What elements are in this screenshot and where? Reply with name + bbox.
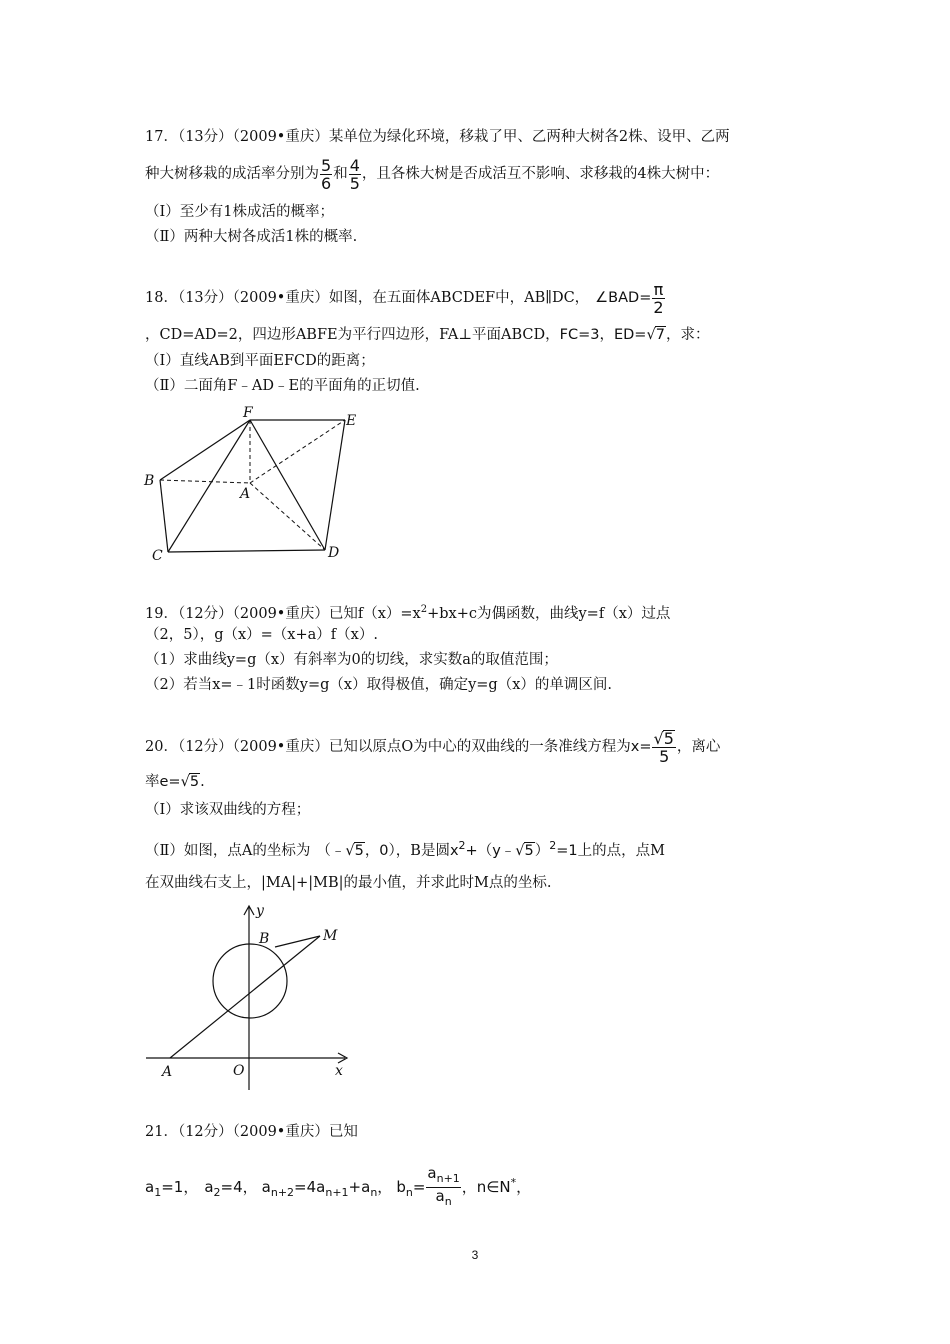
q17-line1: 17．（13分）（2009•重庆）某单位为绿化环境，移栽了甲、乙两种大树各2株、设甲、乙两 (145, 129, 730, 145)
n-in-naturals: ，n∈N (461, 1178, 511, 1196)
fraction-pi-2: $\frac{\pi}{2}$ (653, 279, 664, 317)
fraction-4-5: $\frac{4}{5}$ (349, 155, 360, 193)
e-eq: e= (159, 774, 181, 790)
q19-sup: 2 (420, 604, 428, 615)
q19-line2: （2，5），g（x）=（x+a）f（x）. (145, 627, 378, 643)
q19-part1: （1）求曲线y=g（x）有斜率为0的切线，求实数a的取值范围； (145, 652, 558, 668)
circle-b (213, 944, 287, 1018)
circle-eq-rhs: =1 (556, 842, 578, 859)
label-F: F (243, 405, 253, 421)
fraction-bn: $\frac{a_{n+1}}{a_n}$ (427, 1164, 460, 1208)
q20-line-last: 在双曲线右支上，|MA|+|MB|的最小值，并求此时M点的坐标. (145, 875, 552, 891)
q20-part2-text: （Ⅱ）如图，点A的坐标为 (145, 842, 311, 859)
label-y: y (256, 903, 264, 919)
q20-text: 20．（12分）（2009•重庆）已知以原点O为中心的双曲线的一条准线方程为 (145, 739, 631, 755)
angle-bad-label: ∠BAD= (595, 290, 652, 306)
edge-ed (325, 420, 345, 550)
q17-line2 (145, 154, 719, 194)
q21-sequence: $a_1=1$， $a_2=4$， $a_{n+2}=4a_{n+1}+a_n$， $b_n=$ $\frac{a_{n+1}}{a_n}$ ，n∈N*， (145, 1164, 532, 1208)
q20-text2: ，离心 (676, 739, 721, 755)
pentahedron-figure (140, 405, 370, 570)
q21-line1: 21．（12分）（2009•重庆）已知 (145, 1124, 358, 1140)
recurrence-plus: +a (348, 1178, 371, 1196)
edge-fc (168, 420, 250, 552)
q18-text3: ，求： (665, 327, 710, 343)
q19-part2: （2）若当x=﹣1时函数y=g（x）取得极值，确定y=g（x）的单调区间. (145, 677, 612, 693)
hyperbola-figure (140, 898, 360, 1093)
sqrt-7: 7 (655, 327, 665, 343)
q20-part1: （Ⅰ）求该双曲线的方程； (145, 802, 311, 818)
a-coord-close: ，0） (364, 842, 396, 859)
q18-text2: ，CD=AD=2，四边形ABFE为平行四边形，FA⊥平面ABCD， (145, 327, 560, 343)
edge-bc (160, 480, 168, 552)
label-A: A (240, 486, 251, 502)
q19-text: 19．（12分）（2009•重庆）已知f（x）=x (145, 605, 421, 622)
q17-part2: （Ⅱ）两种大树各成活1株的概率. (145, 229, 358, 245)
q20-part2-text3: 上的点，点M (577, 842, 665, 859)
label-O: O (233, 1063, 245, 1079)
q17-text: 种大树移栽的成活率分别为 (145, 166, 319, 182)
label-x: x (335, 1063, 343, 1079)
a1-value: =1， (161, 1178, 199, 1196)
edge-fd (250, 420, 325, 550)
q18-line1 (145, 278, 666, 318)
q19-line1 (145, 600, 670, 624)
a2-value: =4， (220, 1178, 258, 1196)
q20-part2: （Ⅱ）如图，点A的坐标为 （﹣√5，0），B是圆$x^2+(y﹣√5)^2=1$上的点，点M (145, 839, 665, 859)
sqrt-5: 5 (189, 774, 200, 790)
label-A: A (162, 1064, 173, 1080)
q18-part2: （Ⅱ）二面角F﹣AD﹣E的平面角的正切值. (145, 378, 420, 394)
label-E: E (346, 413, 357, 429)
fc-value: FC=3 (559, 327, 600, 343)
x-eq: x= (630, 739, 652, 755)
q18-part1: （Ⅰ）直线AB到平面EFCD的距离； (145, 353, 375, 369)
label-B: B (144, 473, 155, 489)
edge-ad (250, 483, 325, 550)
ed-label: ED= (613, 327, 647, 343)
q20-line2: 率e=√5. (145, 774, 205, 790)
a-coord-open: （﹣ (316, 842, 346, 859)
label-C: C (152, 548, 163, 564)
label-D: D (328, 545, 340, 561)
q18-text: 18．（13分）（2009•重庆）如图，在五面体ABCDEF中，AB∥DC， (145, 290, 590, 306)
edge-fb (160, 420, 250, 480)
line-am (170, 936, 320, 1058)
q17-text-tail: ，且各株大树是否成活互不影响、求移栽的4株大树中： (361, 166, 720, 182)
edge-cd (168, 550, 325, 552)
q19-text2: +bx+c为偶函数，曲线y=f（x）过点 (427, 605, 671, 622)
fraction-sqrt5-5: $\frac{√5}{5}$ (653, 728, 674, 766)
q17-part1: （Ⅰ）至少有1株成活的概率； (145, 204, 334, 220)
fraction-5-6: $\frac{5}{6}$ (321, 155, 332, 193)
q18-line2: ，CD=AD=2，四边形ABFE为平行四边形，FA⊥平面ABCD，FC=3，ED=√7，求： (145, 327, 710, 343)
q20-part2-text2: ，B是圆 (395, 842, 450, 859)
recurrence-mid: =4a (294, 1178, 326, 1196)
edge-ba (160, 480, 250, 483)
page-number: 3 (471, 1248, 479, 1262)
q20-line1 (145, 725, 720, 769)
q17-text-and: 和 (333, 166, 348, 182)
circle-eq-mid: +（y﹣ (465, 842, 516, 859)
label-M: M (323, 928, 338, 944)
edge-ae (250, 420, 345, 483)
label-B: B (259, 931, 270, 947)
